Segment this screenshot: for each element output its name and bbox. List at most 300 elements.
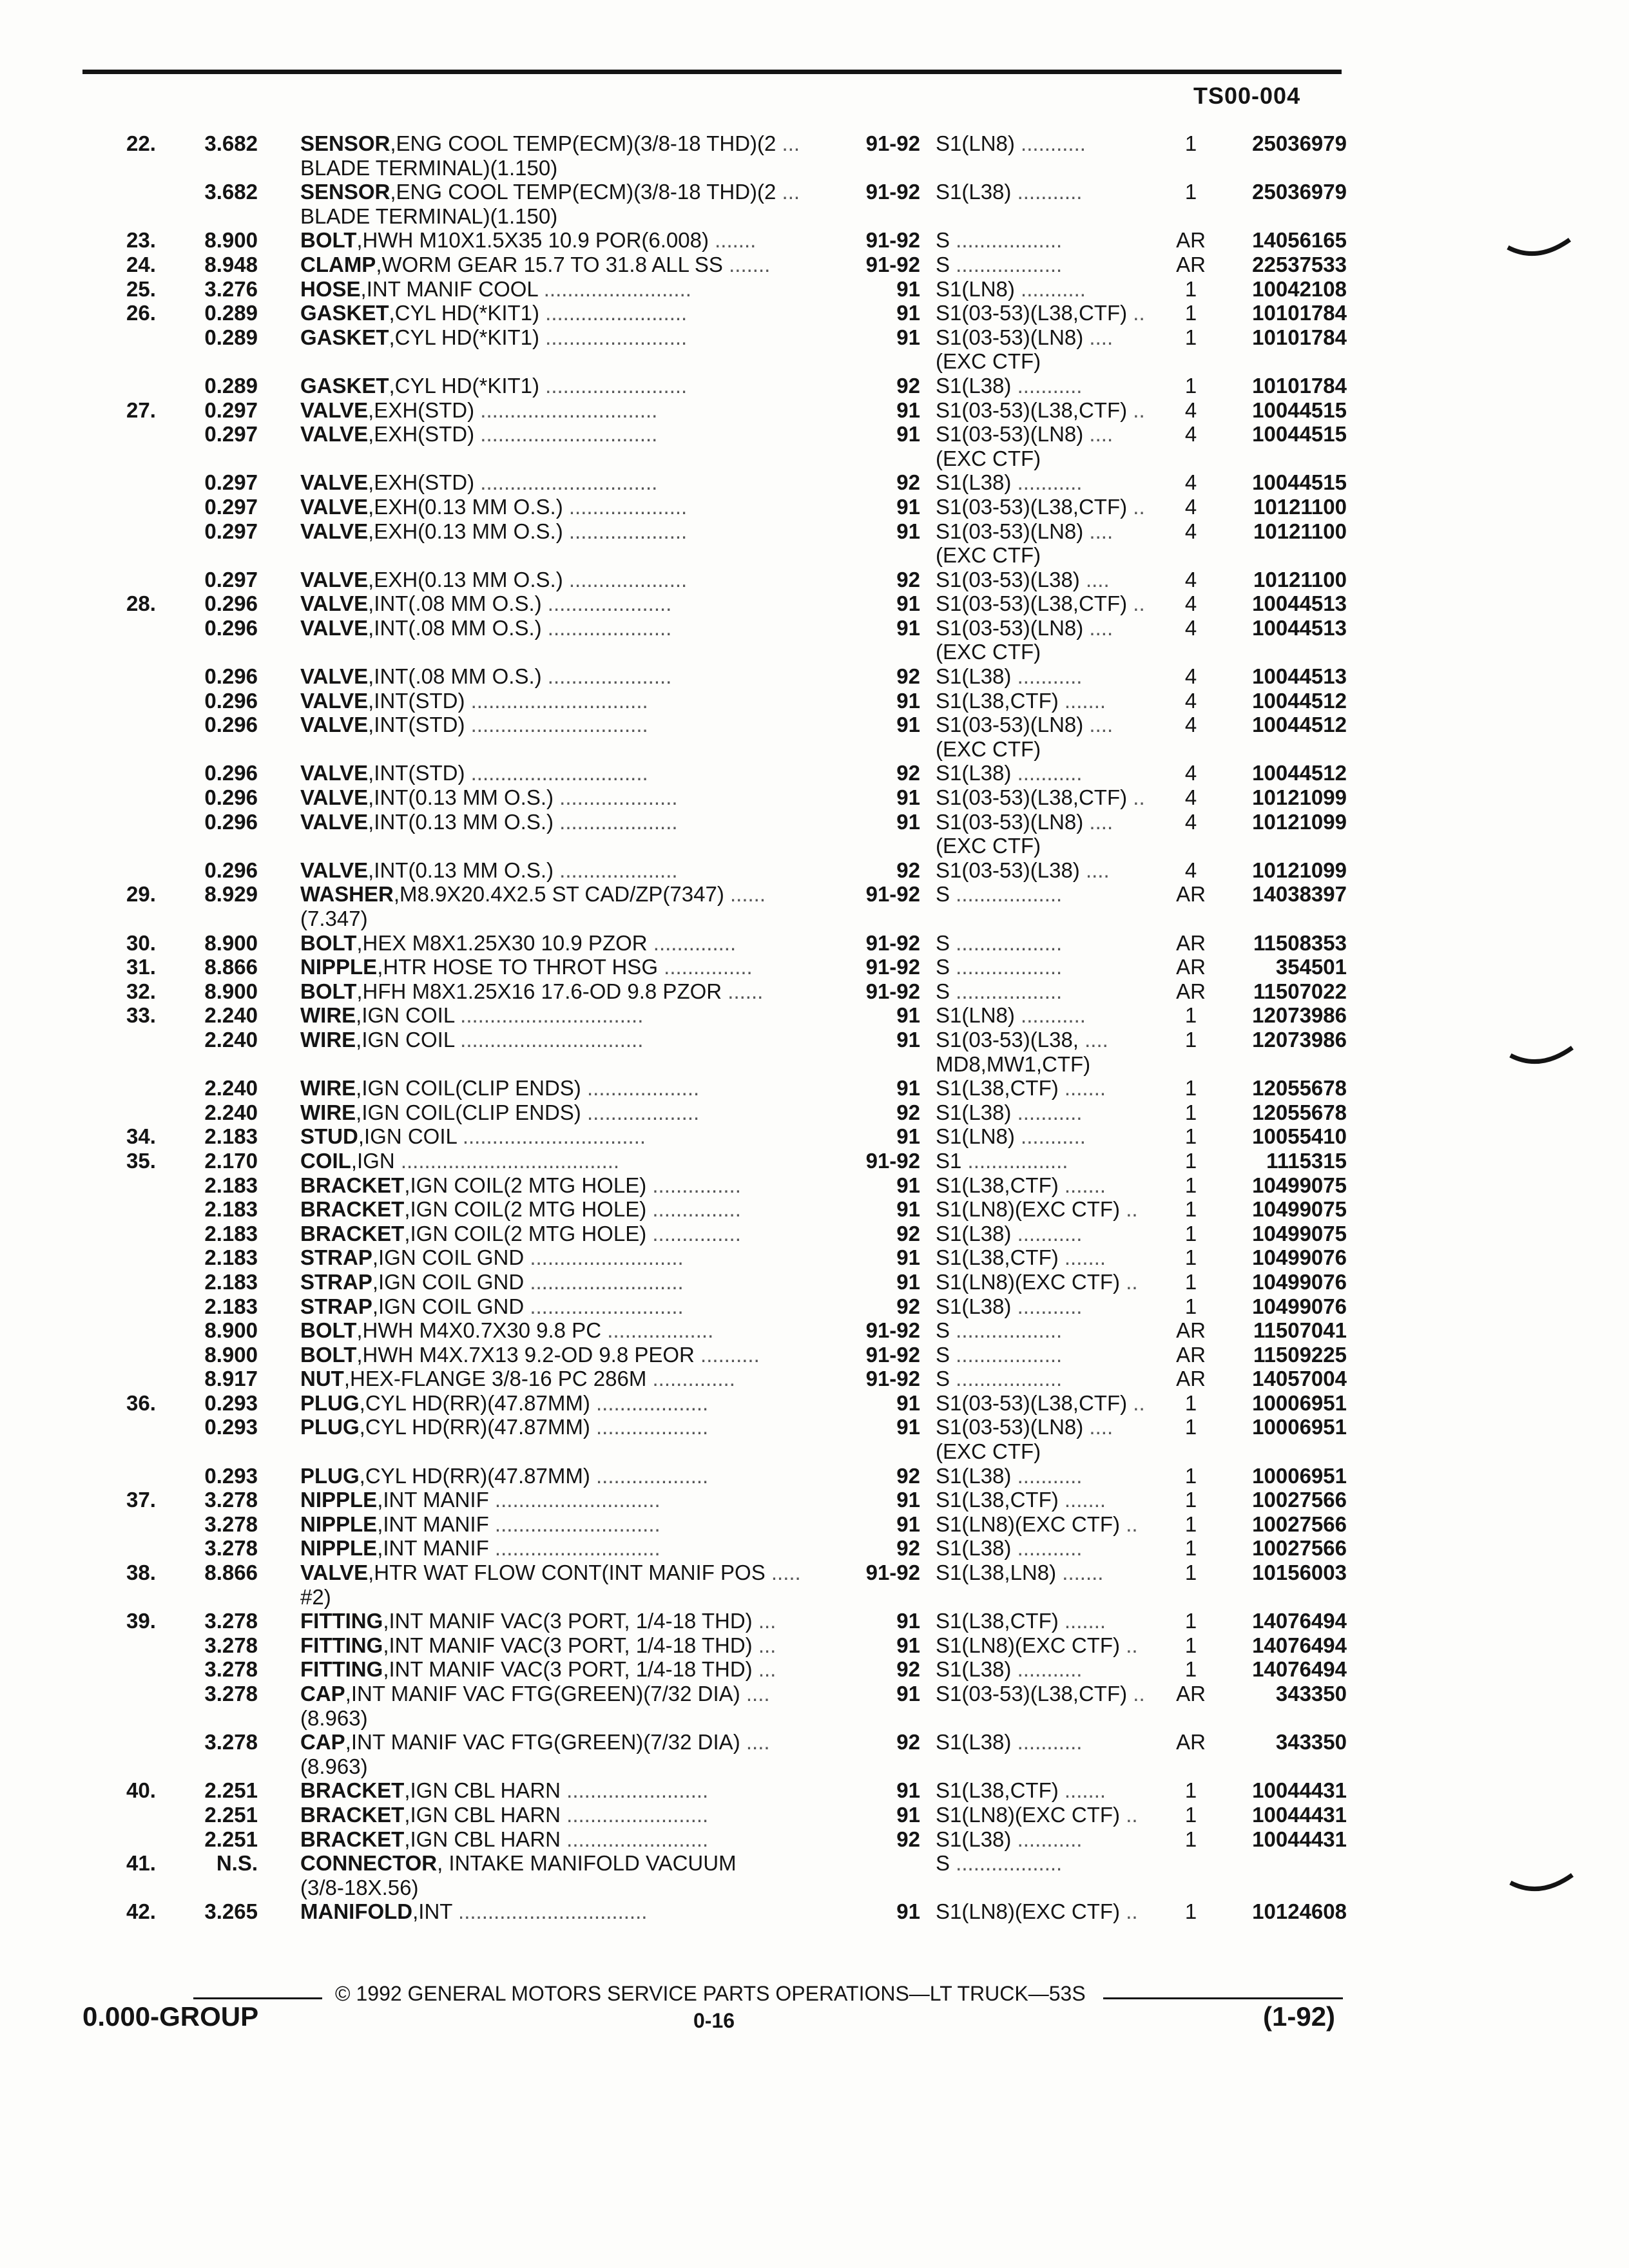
table-row	[0, 1706, 1629, 1731]
quantity: 1	[1184, 1173, 1197, 1197]
part-description: ,INT(.08 MM O.S.)	[368, 664, 542, 689]
part-name: STUD	[300, 1124, 358, 1149]
part-name: VALVE	[300, 615, 369, 640]
series-code	[936, 253, 1062, 277]
dot-leader: ......	[722, 979, 764, 1003]
part-number: 11507022	[1253, 979, 1347, 1003]
table-row	[0, 640, 1629, 664]
part-number: 343350	[1275, 1682, 1347, 1706]
ref-number: 28.	[126, 591, 156, 616]
model-years: 91	[896, 785, 920, 810]
description	[300, 1173, 741, 1198]
dot-leader: ...............................	[454, 1027, 644, 1052]
description	[300, 761, 648, 785]
series-code	[936, 1318, 1062, 1343]
dot-leader: ........................	[560, 1778, 709, 1803]
dot-leader: .......	[1058, 1609, 1106, 1633]
description	[300, 470, 657, 495]
dot-leader: ...........	[1011, 1463, 1083, 1488]
description	[300, 1343, 760, 1367]
part-name: BRACKET	[300, 1827, 405, 1851]
part-description: ,INT(0.13 MM O.S.)	[368, 785, 554, 810]
description	[300, 1778, 708, 1803]
quantity: 1	[1184, 1076, 1197, 1100]
ref-number: 39.	[126, 1609, 156, 1633]
part-number: 10121100	[1253, 494, 1347, 519]
part-number: 14076494	[1252, 1633, 1347, 1657]
part-description: ,HTR WAT FLOW CONT(INT MANIF POS	[368, 1561, 766, 1585]
dot-leader: ....	[1083, 1415, 1113, 1439]
series-code	[936, 1076, 1106, 1100]
dot-leader: ..............................	[474, 422, 658, 447]
part-description: ,EXH(0.13 MM O.S.)	[368, 519, 563, 543]
dot-leader: .....................................	[394, 1148, 620, 1173]
description	[300, 422, 657, 447]
group-number: 3.682	[204, 180, 258, 204]
group-number: 0.297	[204, 398, 258, 422]
dot-leader: ...........	[1011, 180, 1083, 204]
quantity: 4	[1184, 470, 1197, 495]
dot-leader: ......	[724, 882, 766, 907]
dot-leader: ...................	[581, 1076, 700, 1100]
group-number: 0.296	[204, 761, 258, 785]
model-years: 91	[896, 1390, 920, 1415]
ref-number: 37.	[126, 1488, 156, 1512]
group-number: 0.289	[204, 373, 258, 398]
series-text: (EXC CTF)	[936, 1439, 1041, 1464]
part-description: ,EXH(STD)	[368, 470, 475, 495]
part-name: WIRE	[300, 1076, 356, 1100]
table-row	[0, 1294, 1629, 1319]
model-years: 92	[896, 373, 920, 398]
series-text: S1(L38,CTF)	[936, 1173, 1059, 1197]
series-text: S1(LN8)(EXC CTF)	[936, 1802, 1121, 1827]
table-row	[0, 1222, 1629, 1246]
table-row	[0, 1488, 1629, 1512]
series-text: S1(L38,CTF)	[936, 1076, 1059, 1100]
part-number: 14076494	[1252, 1609, 1347, 1633]
description	[300, 1100, 699, 1125]
table-row	[0, 1682, 1629, 1706]
series-code	[936, 1803, 1138, 1827]
dot-leader: ...............	[658, 955, 753, 979]
model-years: 91	[896, 276, 920, 301]
table-row	[0, 543, 1629, 568]
part-number: 10121100	[1253, 519, 1347, 543]
series-text: S	[936, 955, 950, 979]
dot-leader: ..............	[646, 1367, 735, 1391]
series-text: S1(03-53)(L38,CTF)	[936, 494, 1128, 519]
part-number: 14076494	[1252, 1657, 1347, 1682]
part-name: BRACKET	[300, 1802, 405, 1827]
part-name: VALVE	[300, 470, 369, 495]
part-name: STRAP	[300, 1245, 372, 1270]
table-row	[0, 422, 1629, 447]
model-years: 92	[896, 1536, 920, 1561]
part-description: ,INT MANIF	[377, 1536, 489, 1561]
quantity: 1	[1184, 1390, 1197, 1415]
series-text: S1(03-53)(L38,	[936, 1027, 1079, 1052]
dot-leader: ....	[1078, 1027, 1108, 1052]
dot-leader: ...	[752, 1609, 776, 1633]
series-code	[936, 640, 1041, 664]
table-row	[0, 1609, 1629, 1633]
quantity: 1	[1184, 373, 1197, 398]
part-description: ,INT(STD)	[368, 688, 465, 713]
series-code	[936, 1270, 1138, 1294]
group-number: 3.278	[204, 1633, 258, 1657]
table-row	[0, 907, 1629, 931]
quantity: 4	[1184, 688, 1197, 713]
group-number: 3.278	[204, 1536, 258, 1561]
quantity: 4	[1184, 785, 1197, 810]
dot-leader: ...........	[1011, 373, 1083, 398]
part-number: 10044512	[1252, 761, 1347, 785]
group-number: 8.929	[204, 882, 258, 907]
table-row	[0, 1803, 1629, 1827]
description	[300, 882, 766, 907]
series-code	[936, 1512, 1138, 1537]
ref-number: 40.	[126, 1778, 156, 1803]
series-code	[936, 931, 1062, 956]
dot-leader: ..........................	[524, 1245, 684, 1270]
copyright-notice: © 1992 GENERAL MOTORS SERVICE PARTS OPERATIONS—LT TRUCK—53S	[335, 1982, 1086, 2005]
table-row	[0, 1464, 1629, 1488]
part-number: 10101784	[1252, 301, 1347, 325]
part-name: VALVE	[300, 761, 369, 785]
series-code	[936, 1149, 1068, 1173]
group-number: 2.251	[204, 1778, 258, 1803]
quantity: 1	[1184, 1415, 1197, 1439]
part-number: 10121099	[1252, 809, 1347, 834]
table-row	[0, 349, 1629, 374]
table-row	[0, 374, 1629, 398]
table-row	[0, 1730, 1629, 1754]
dot-leader: ...........	[1011, 470, 1083, 495]
group-number: 3.278	[204, 1730, 258, 1754]
dot-leader: ........................	[560, 1802, 709, 1827]
series-text: S1(03-53)(LN8)	[936, 809, 1084, 834]
ref-number: 25.	[126, 276, 156, 301]
dot-leader: .......	[722, 252, 771, 276]
group-number: N.S.	[216, 1851, 258, 1876]
ref-number: 26.	[126, 301, 156, 325]
table-row	[0, 568, 1629, 592]
part-description: ,IGN COIL(2 MTG HOLE)	[404, 1221, 647, 1245]
part-description: ,INT MANIF VAC FTG(GREEN)(7/32 DIA)	[345, 1730, 740, 1754]
dot-leader: ............................	[488, 1536, 660, 1561]
part-number: 10044512	[1252, 688, 1347, 713]
series-code	[936, 228, 1062, 253]
group-number: 0.297	[204, 567, 258, 591]
model-years: 92	[896, 761, 920, 785]
table-row	[0, 1778, 1629, 1803]
dot-leader: ............................	[488, 1512, 660, 1536]
model-years: 91	[896, 591, 920, 616]
ref-number: 41.	[126, 1851, 156, 1876]
quantity: 1	[1184, 1221, 1197, 1245]
ref-number: 29.	[126, 882, 156, 907]
model-years: 92	[896, 1294, 920, 1318]
part-number: 10499075	[1252, 1173, 1347, 1197]
part-name: BOLT	[300, 930, 357, 955]
series-code	[936, 1415, 1113, 1439]
quantity: AR	[1176, 930, 1206, 955]
part-description: ,CYL HD(*KIT1)	[389, 301, 539, 325]
series-text: S1(03-53)(LN8)	[936, 615, 1084, 640]
part-name: HOSE	[300, 276, 361, 301]
table-row	[0, 519, 1629, 544]
series-code	[936, 422, 1113, 447]
part-number: 22537533	[1252, 252, 1347, 276]
series-code	[936, 1899, 1138, 1924]
dot-leader: ...........	[1011, 1294, 1083, 1318]
group-number: 8.900	[204, 979, 258, 1003]
model-years: 91	[896, 809, 920, 834]
table-row	[0, 664, 1629, 689]
part-number: 10042108	[1252, 276, 1347, 301]
description	[300, 228, 756, 253]
part-description: , INTAKE MANIFOLD VACUUM	[437, 1851, 737, 1876]
series-code	[936, 785, 1145, 810]
model-years: 91	[896, 325, 920, 349]
series-text: S1(03-53)(LN8)	[936, 325, 1084, 349]
part-name: FITTING	[300, 1633, 383, 1657]
series-text: S	[936, 1851, 950, 1876]
model-years: 91-92	[865, 228, 920, 253]
group-number: 8.900	[204, 930, 258, 955]
part-number: 11509225	[1253, 1342, 1347, 1367]
dot-leader: ..........	[694, 1342, 760, 1367]
ref-number: 38.	[126, 1561, 156, 1585]
series-code	[936, 1657, 1082, 1682]
model-years: 91	[896, 1173, 920, 1197]
group-number: 0.289	[204, 301, 258, 325]
part-name: VALVE	[300, 1561, 369, 1585]
part-name: CONNECTOR	[300, 1851, 438, 1876]
part-name: VALVE	[300, 713, 369, 737]
dot-leader: ................................	[452, 1899, 648, 1924]
quantity: 1	[1184, 1294, 1197, 1318]
series-text: (EXC CTF)	[936, 446, 1041, 470]
series-code	[936, 325, 1113, 350]
quantity: AR	[1176, 882, 1206, 907]
part-description: ,HEX M8X1.25X30 10.9 PZOR	[356, 930, 648, 955]
dot-leader: ...........	[1014, 131, 1086, 155]
dot-leader: ....................	[563, 494, 688, 519]
quantity: 4	[1184, 494, 1197, 519]
table-row	[0, 1245, 1629, 1270]
series-code	[936, 737, 1041, 762]
table-row	[0, 955, 1629, 979]
quantity: 1	[1184, 1512, 1197, 1536]
part-name: SENSOR	[300, 131, 390, 155]
ref-number: 34.	[126, 1124, 156, 1149]
series-code	[936, 1536, 1082, 1561]
series-text: (EXC CTF)	[936, 640, 1041, 664]
dot-leader: ..	[1127, 398, 1145, 422]
page-code: TS00-004	[1193, 82, 1301, 109]
description	[300, 180, 800, 204]
part-name: NIPPLE	[300, 1536, 378, 1561]
quantity: AR	[1176, 1342, 1206, 1367]
quantity: AR	[1176, 1367, 1206, 1391]
part-name: MANIFOLD	[300, 1899, 413, 1924]
dot-leader: ..	[1120, 1197, 1138, 1222]
model-years: 91	[896, 1197, 920, 1222]
description	[300, 374, 687, 398]
model-years: 91	[896, 1269, 920, 1294]
description	[300, 1730, 770, 1754]
table-row	[0, 1754, 1629, 1779]
dot-leader: ...........	[1011, 664, 1083, 689]
part-description: ,IGN CBL HARN	[404, 1802, 561, 1827]
ref-number: 24.	[126, 252, 156, 276]
group-number: 8.866	[204, 1561, 258, 1585]
series-code	[936, 1343, 1062, 1367]
part-number: 10006951	[1252, 1463, 1347, 1488]
part-number: 10044515	[1252, 398, 1347, 422]
series-code	[936, 1633, 1138, 1658]
dot-leader: ............................	[488, 1488, 660, 1512]
description	[300, 519, 687, 544]
part-number: 10044515	[1252, 422, 1347, 447]
table-row	[0, 1343, 1629, 1367]
series-text: MD8,MW1,CTF)	[936, 1052, 1091, 1076]
group-number: 8.900	[204, 228, 258, 253]
series-code	[936, 1028, 1108, 1052]
description	[300, 131, 800, 156]
quantity: 4	[1184, 591, 1197, 616]
part-description: ,IGN COIL(CLIP ENDS)	[356, 1100, 581, 1124]
part-name: NIPPLE	[300, 1512, 378, 1536]
series-text: S1(L38,CTF)	[936, 1778, 1059, 1803]
series-text: S1	[936, 1148, 962, 1173]
description	[300, 907, 368, 931]
group-number: 0.296	[204, 591, 258, 616]
part-name: VALVE	[300, 664, 369, 689]
series-text: S1(LN8)	[936, 1003, 1015, 1028]
dot-leader: .....................	[541, 591, 672, 616]
dot-leader: ...............	[646, 1221, 741, 1245]
table-row	[0, 1536, 1629, 1561]
series-text: S1(L38)	[936, 1294, 1012, 1318]
group-number: 0.296	[204, 664, 258, 689]
group-number: 2.240	[204, 1027, 258, 1052]
part-number: 10006951	[1252, 1390, 1347, 1415]
table-row	[0, 1076, 1629, 1100]
dot-leader: ...........	[1014, 276, 1086, 301]
group-number: 0.297	[204, 494, 258, 519]
part-description: ,ENG COOL TEMP(ECM)(3/8-18 THD)(2	[390, 131, 776, 155]
quantity: 4	[1184, 422, 1197, 447]
dot-leader: .....................	[541, 664, 672, 689]
part-number: 11508353	[1253, 930, 1347, 955]
model-years: 92	[896, 1730, 920, 1754]
model-years: 91	[896, 398, 920, 422]
series-code	[936, 955, 1062, 979]
quantity: 1	[1184, 1124, 1197, 1149]
dot-leader: ....................	[554, 858, 678, 882]
dot-leader: ..	[1127, 494, 1145, 519]
table-row	[0, 616, 1629, 640]
series-code	[936, 1173, 1106, 1198]
description	[300, 1536, 660, 1561]
dot-leader: ....................	[563, 567, 688, 591]
dot-leader: ....	[740, 1682, 770, 1706]
part-number: 10121099	[1252, 858, 1347, 882]
series-text: S1(LN8)(EXC CTF)	[936, 1269, 1121, 1294]
dot-leader: .......	[1058, 1778, 1106, 1803]
part-name: FITTING	[300, 1609, 383, 1633]
dot-leader: ........................	[560, 1827, 709, 1851]
part-name: BOLT	[300, 1342, 357, 1367]
series-text: S1(LN8)	[936, 131, 1015, 155]
model-years: 91-92	[865, 955, 920, 979]
part-name: VALVE	[300, 422, 369, 447]
dot-leader: ....................	[554, 809, 678, 834]
page-number: 0-16	[693, 2009, 735, 2032]
model-years: 92	[896, 664, 920, 689]
group-number: 8.866	[204, 955, 258, 979]
quantity: 1	[1184, 276, 1197, 301]
part-number: 10044513	[1252, 664, 1347, 689]
dot-leader: ...........	[1014, 1124, 1086, 1149]
series-code	[936, 1609, 1106, 1633]
quantity: 4	[1184, 398, 1197, 422]
part-description: ,INT(.08 MM O.S.)	[368, 591, 542, 616]
dot-leader: ..	[1127, 301, 1145, 325]
dot-leader: ...	[776, 180, 800, 204]
series-code	[936, 495, 1145, 519]
part-name: NIPPLE	[300, 955, 378, 979]
part-description: ,CYL HD(*KIT1)	[389, 373, 539, 398]
table-row	[0, 979, 1629, 1004]
dot-leader: ........................	[539, 325, 688, 349]
part-description: ,HEX-FLANGE 3/8-16 PC 286M	[343, 1367, 647, 1391]
model-years: 91-92	[865, 252, 920, 276]
part-name: VALVE	[300, 591, 369, 616]
series-text: S1(03-53)(L38,CTF)	[936, 398, 1128, 422]
quantity: 1	[1184, 1802, 1197, 1827]
group-number: 0.293	[204, 1415, 258, 1439]
dot-leader: ..	[1127, 1682, 1145, 1706]
dot-leader: ...........	[1014, 1003, 1086, 1028]
part-description: ,IGN COIL	[358, 1124, 457, 1149]
model-years: 91-92	[865, 1561, 920, 1585]
description	[300, 1682, 770, 1706]
part-name: PLUG	[300, 1463, 360, 1488]
part-description: (7.347)	[300, 907, 368, 930]
series-text: S	[936, 882, 950, 907]
part-description: ,CYL HD(RR)(47.87MM)	[359, 1390, 590, 1415]
quantity: 1	[1184, 1027, 1197, 1052]
model-years: 91-92	[865, 1148, 920, 1173]
group-number: 3.278	[204, 1512, 258, 1536]
description	[300, 1028, 643, 1052]
part-name: VALVE	[300, 567, 369, 591]
model-years: 91-92	[865, 1318, 920, 1343]
dot-leader: ..	[1127, 785, 1145, 810]
part-number: 1115315	[1266, 1148, 1347, 1173]
ref-number: 36.	[126, 1390, 156, 1415]
group-number: 3.278	[204, 1682, 258, 1706]
description	[300, 1245, 684, 1270]
dot-leader: ..	[1127, 591, 1145, 616]
part-description: ,CYL HD(*KIT1)	[389, 325, 539, 349]
series-text: (EXC CTF)	[936, 349, 1041, 374]
table-row	[0, 1028, 1629, 1052]
